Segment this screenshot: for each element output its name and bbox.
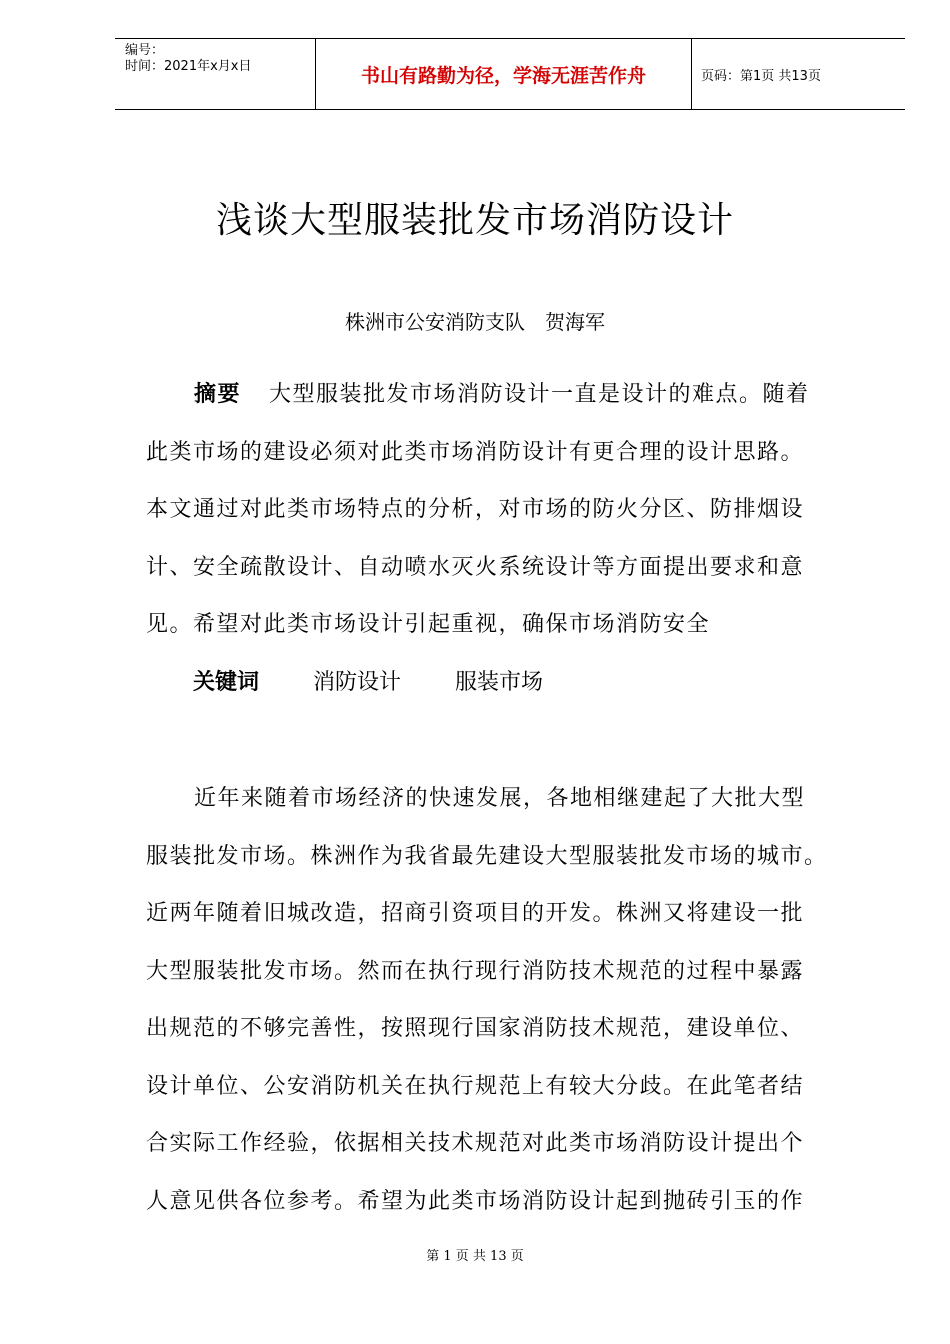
abstract: [146, 366, 866, 654]
paragraph-line: 合实际工作经验，依据相关技术规范对此类市场消防设计提出个: [146, 1131, 805, 1156]
abstract-line: 摘要 大型服装批发市场消防设计一直是设计的难点。随着: [194, 382, 810, 407]
abstract-line: 此类市场的建设必须对此类市场消防设计有更合理的设计思路。: [146, 439, 805, 465]
abstract-line: 计、安全疏散设计、自动喷水灭火系统设计等方面提出要求和意: [146, 554, 805, 580]
keyword-item: 消防设计: [313, 670, 402, 695]
abstract-label: 摘要: [194, 382, 242, 407]
paragraph-line: 人意见供各位参考。希望为此类市场消防设计起到抛砖引玉的作: [146, 1188, 805, 1214]
keywords-label: 关键词: [193, 670, 260, 695]
author-line: [0, 306, 950, 335]
header-meta: [115, 39, 315, 109]
abstract-line: 见。希望对此类市场设计引起重视，确保市场消防安全: [146, 612, 711, 637]
abstract-line: 本文通过对此类市场特点的分析，对市场的防火分区、防排烟设: [146, 497, 805, 522]
document-title: 浅谈大型服装批发市场消防设计: [215, 200, 734, 241]
header-page-info: 页码：第1页 共13页: [701, 68, 821, 84]
keywords: [193, 654, 543, 711]
paragraph-line: 大型服装批发市场。然而在执行现行消防技术规范的过程中暴露: [146, 958, 805, 984]
paragraph-line: 服装批发市场。株洲作为我省最先建设大型服装批发市场的城市。: [146, 843, 828, 869]
header-slogan: 书山有路勤为径，学海无涯苦作舟: [315, 39, 692, 109]
author-name: 贺海军: [545, 310, 605, 334]
keyword-item: 服装市场: [455, 670, 544, 695]
paragraph-line: 设计单位、公安消防机关在执行规范上有较大分歧。在此笔者结: [146, 1073, 805, 1099]
number-label: 编号：: [125, 43, 165, 58]
paragraph-line: 出规范的不够完善性，按照现行国家消防技术规范，建设单位、: [146, 1016, 805, 1041]
paragraph-line: 近年来随着市场经济的快速发展，各地相继建起了大批大型: [194, 786, 806, 811]
paragraph-line: 近两年随着旧城改造，招商引资项目的开发。株洲又将建设一批: [146, 901, 805, 926]
time-label: 时间：2021年x月x日: [125, 59, 252, 74]
page-footer: 第 1 页 共 13 页: [426, 1249, 524, 1264]
page-header: [115, 38, 905, 110]
author-org: 株洲市公安消防支队: [345, 310, 525, 334]
body-paragraph: [146, 770, 866, 1230]
